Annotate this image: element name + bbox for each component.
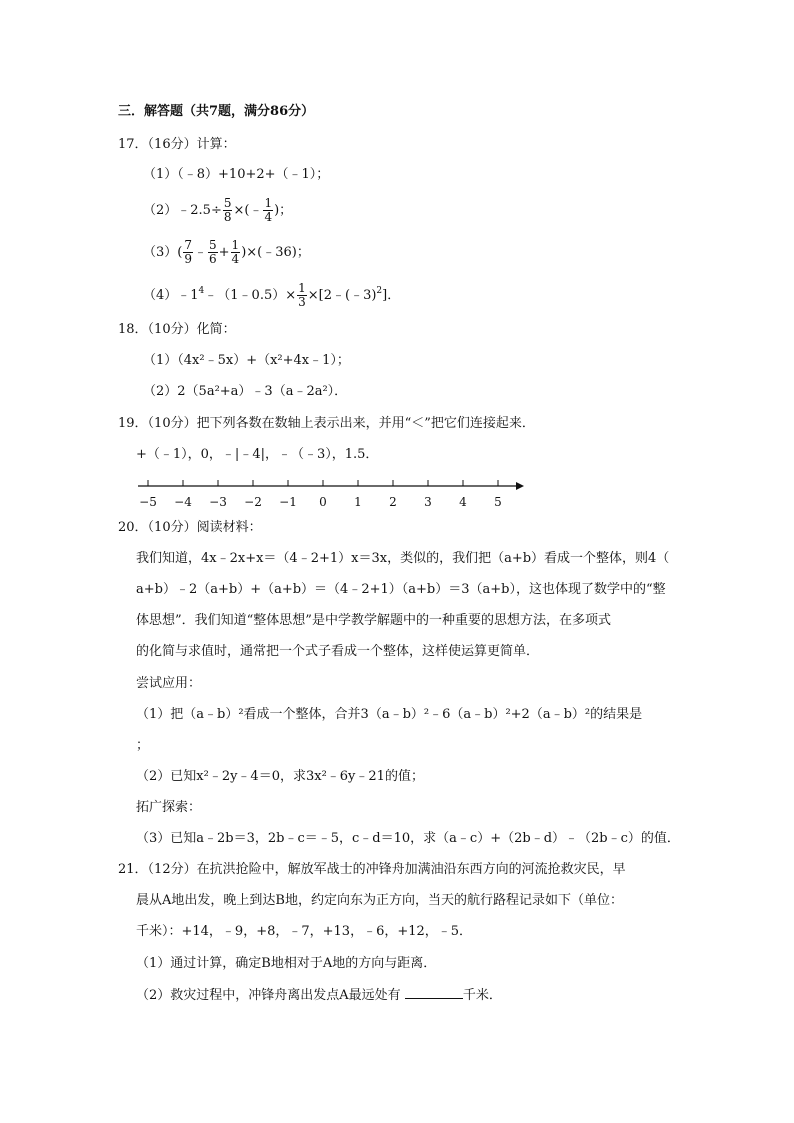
q17-part3-plus: + [218,245,230,260]
q17-part2 [143,197,292,224]
q17-part4-text-b: ﹣（1﹣0.5）× [204,288,297,303]
q21-part2-text-b: 千米． [462,988,502,1003]
q20-line4: 的化简与求值时，通常把一个式子看成一个整体，这样使运算更简单． [136,644,540,659]
q21-line2: 晨从A地出发，晚上到达B地，约定向东为正方向，当天的航行路程记录如下（单位： [136,893,623,908]
q17-part2-text-c: )； [274,203,293,218]
fraction-denominator: 6 [209,252,217,266]
fraction-denominator: 4 [231,252,240,266]
axis-tick-label: 0 [319,495,327,509]
fraction-denominator: 9 [184,252,192,266]
q17-part3-text-a: （3）( [143,245,183,260]
fraction-5-6 [208,239,218,266]
q17-part3-minus: ﹣ [193,245,207,260]
axis-tick-label: −4 [174,495,192,509]
q18-heading: 18．（10分）化简： [118,322,236,337]
axis-tick-label: 3 [424,495,432,509]
axis-tick-label: −2 [244,495,262,509]
q20-part2: （2）已知x²﹣2y﹣4＝0，求3x²﹣6y﹣21的值； [136,769,424,784]
q18-part2: （2）2（5a²+a）﹣3（a﹣2a²）． [143,384,348,399]
q17-part4-text-a: （4）﹣1 [143,288,199,303]
q19-heading: 19．（10分）把下列各数在数轴上表示出来，并用“＜”把它们连接起来． [118,416,535,431]
fraction-1-4 [263,197,273,224]
exponent: 4 [198,286,205,296]
q20-line1: 我们知道，4x﹣2x+x＝（4﹣2+1）x＝3x，类似的，我们把（a+b）看成一个整体，则4（ [136,551,670,566]
fraction-1-3 [297,282,307,309]
q17-part4-text-c: ×[2﹣(﹣3) [307,288,377,303]
q17-heading: 17．（16分）计算： [118,137,236,152]
fraction-7-9 [183,239,193,266]
exponent: 2 [376,286,383,296]
q17-part2-text-a: （2）﹣2.5÷ [143,203,222,218]
axis-tick-label: 2 [389,495,397,509]
q17-part4 [143,282,400,309]
q19-numbers: +（﹣1），0，﹣|﹣4|，﹣（﹣3），1.5． [136,447,379,462]
axis-tick-label: −5 [139,495,157,509]
q20-heading: 20．（10分）阅读材料： [118,520,262,535]
q17-part4-text-d: ]． [382,288,401,303]
fraction-denominator: 8 [223,210,232,224]
q21-part1: （1）通过计算，确定B地相对于A地的方向与距离． [136,956,437,971]
q17-part1: （1）（﹣8）+10+2+（﹣1）； [143,167,330,182]
q17-part3-text-c: )×(﹣36)； [241,245,310,260]
q20-try-label: 尝试应用： [136,676,202,691]
fraction-numerator: 5 [209,238,217,252]
q20-part1-end: ； [136,738,150,753]
fraction-numerator: 1 [264,196,273,210]
q20-line3: 体思想”．我们知道“整体思想”是中学教学解题中的一种重要的思想方法，在多项式 [136,613,611,628]
fraction-numerator: 5 [223,196,232,210]
axis-tick-label: 1 [354,495,362,509]
section-title: 三．解答题（共7题，满分86分） [118,104,315,119]
axis-tick-label: −3 [209,495,227,509]
q21-line3: 千米）：+14，﹣9，+8，﹣7，+13，﹣6，+12，﹣5． [136,924,473,939]
fraction-numerator: 7 [184,238,192,252]
fraction-1-4 [231,239,241,266]
q20-expand-label: 拓广探索： [136,800,202,815]
fraction-5-8 [223,197,233,224]
q17-part2-text-b: ×(﹣ [233,203,263,218]
q21-heading: 21．（12分）在抗洪抢险中，解放军战士的冲锋舟加满油沿东西方向的河流抢救灾民，早 [118,862,626,877]
q20-part3: （3）已知a﹣2b＝3，2b﹣c＝﹣5，c﹣d＝10，求（a﹣c）+（2b﹣d）﹣（2b﹣c）的值． [136,831,680,846]
fraction-numerator: 1 [298,281,306,295]
q17-part3 [143,239,310,266]
axis-arrow-icon [516,482,524,490]
axis-tick-label: 4 [459,495,467,509]
number-line [132,476,532,512]
fraction-denominator: 4 [264,210,273,224]
q18-part1: （1）（4x²﹣5x）+（x²+4x﹣1）； [143,353,350,368]
fraction-denominator: 3 [298,295,306,309]
q20-part1: （1）把（a﹣b）²看成一个整体，合并3（a﹣b）²﹣6（a﹣b）²+2（a﹣b）²的结果是 [136,707,643,722]
q21-part2-text-a: （2）救灾过程中，冲锋舟离出发点A最远处有 [136,988,401,1003]
q20-line2: a+b）﹣2（a+b）+（a+b）＝（4﹣2+1）（a+b）＝3（a+b），这也体现了数学中的“整 [136,582,666,597]
axis-tick-label: −1 [279,495,297,509]
axis-tick-label: 5 [494,495,502,509]
fraction-numerator: 1 [231,238,240,252]
q21-part2 [136,986,502,1005]
answer-blank[interactable] [405,986,463,999]
